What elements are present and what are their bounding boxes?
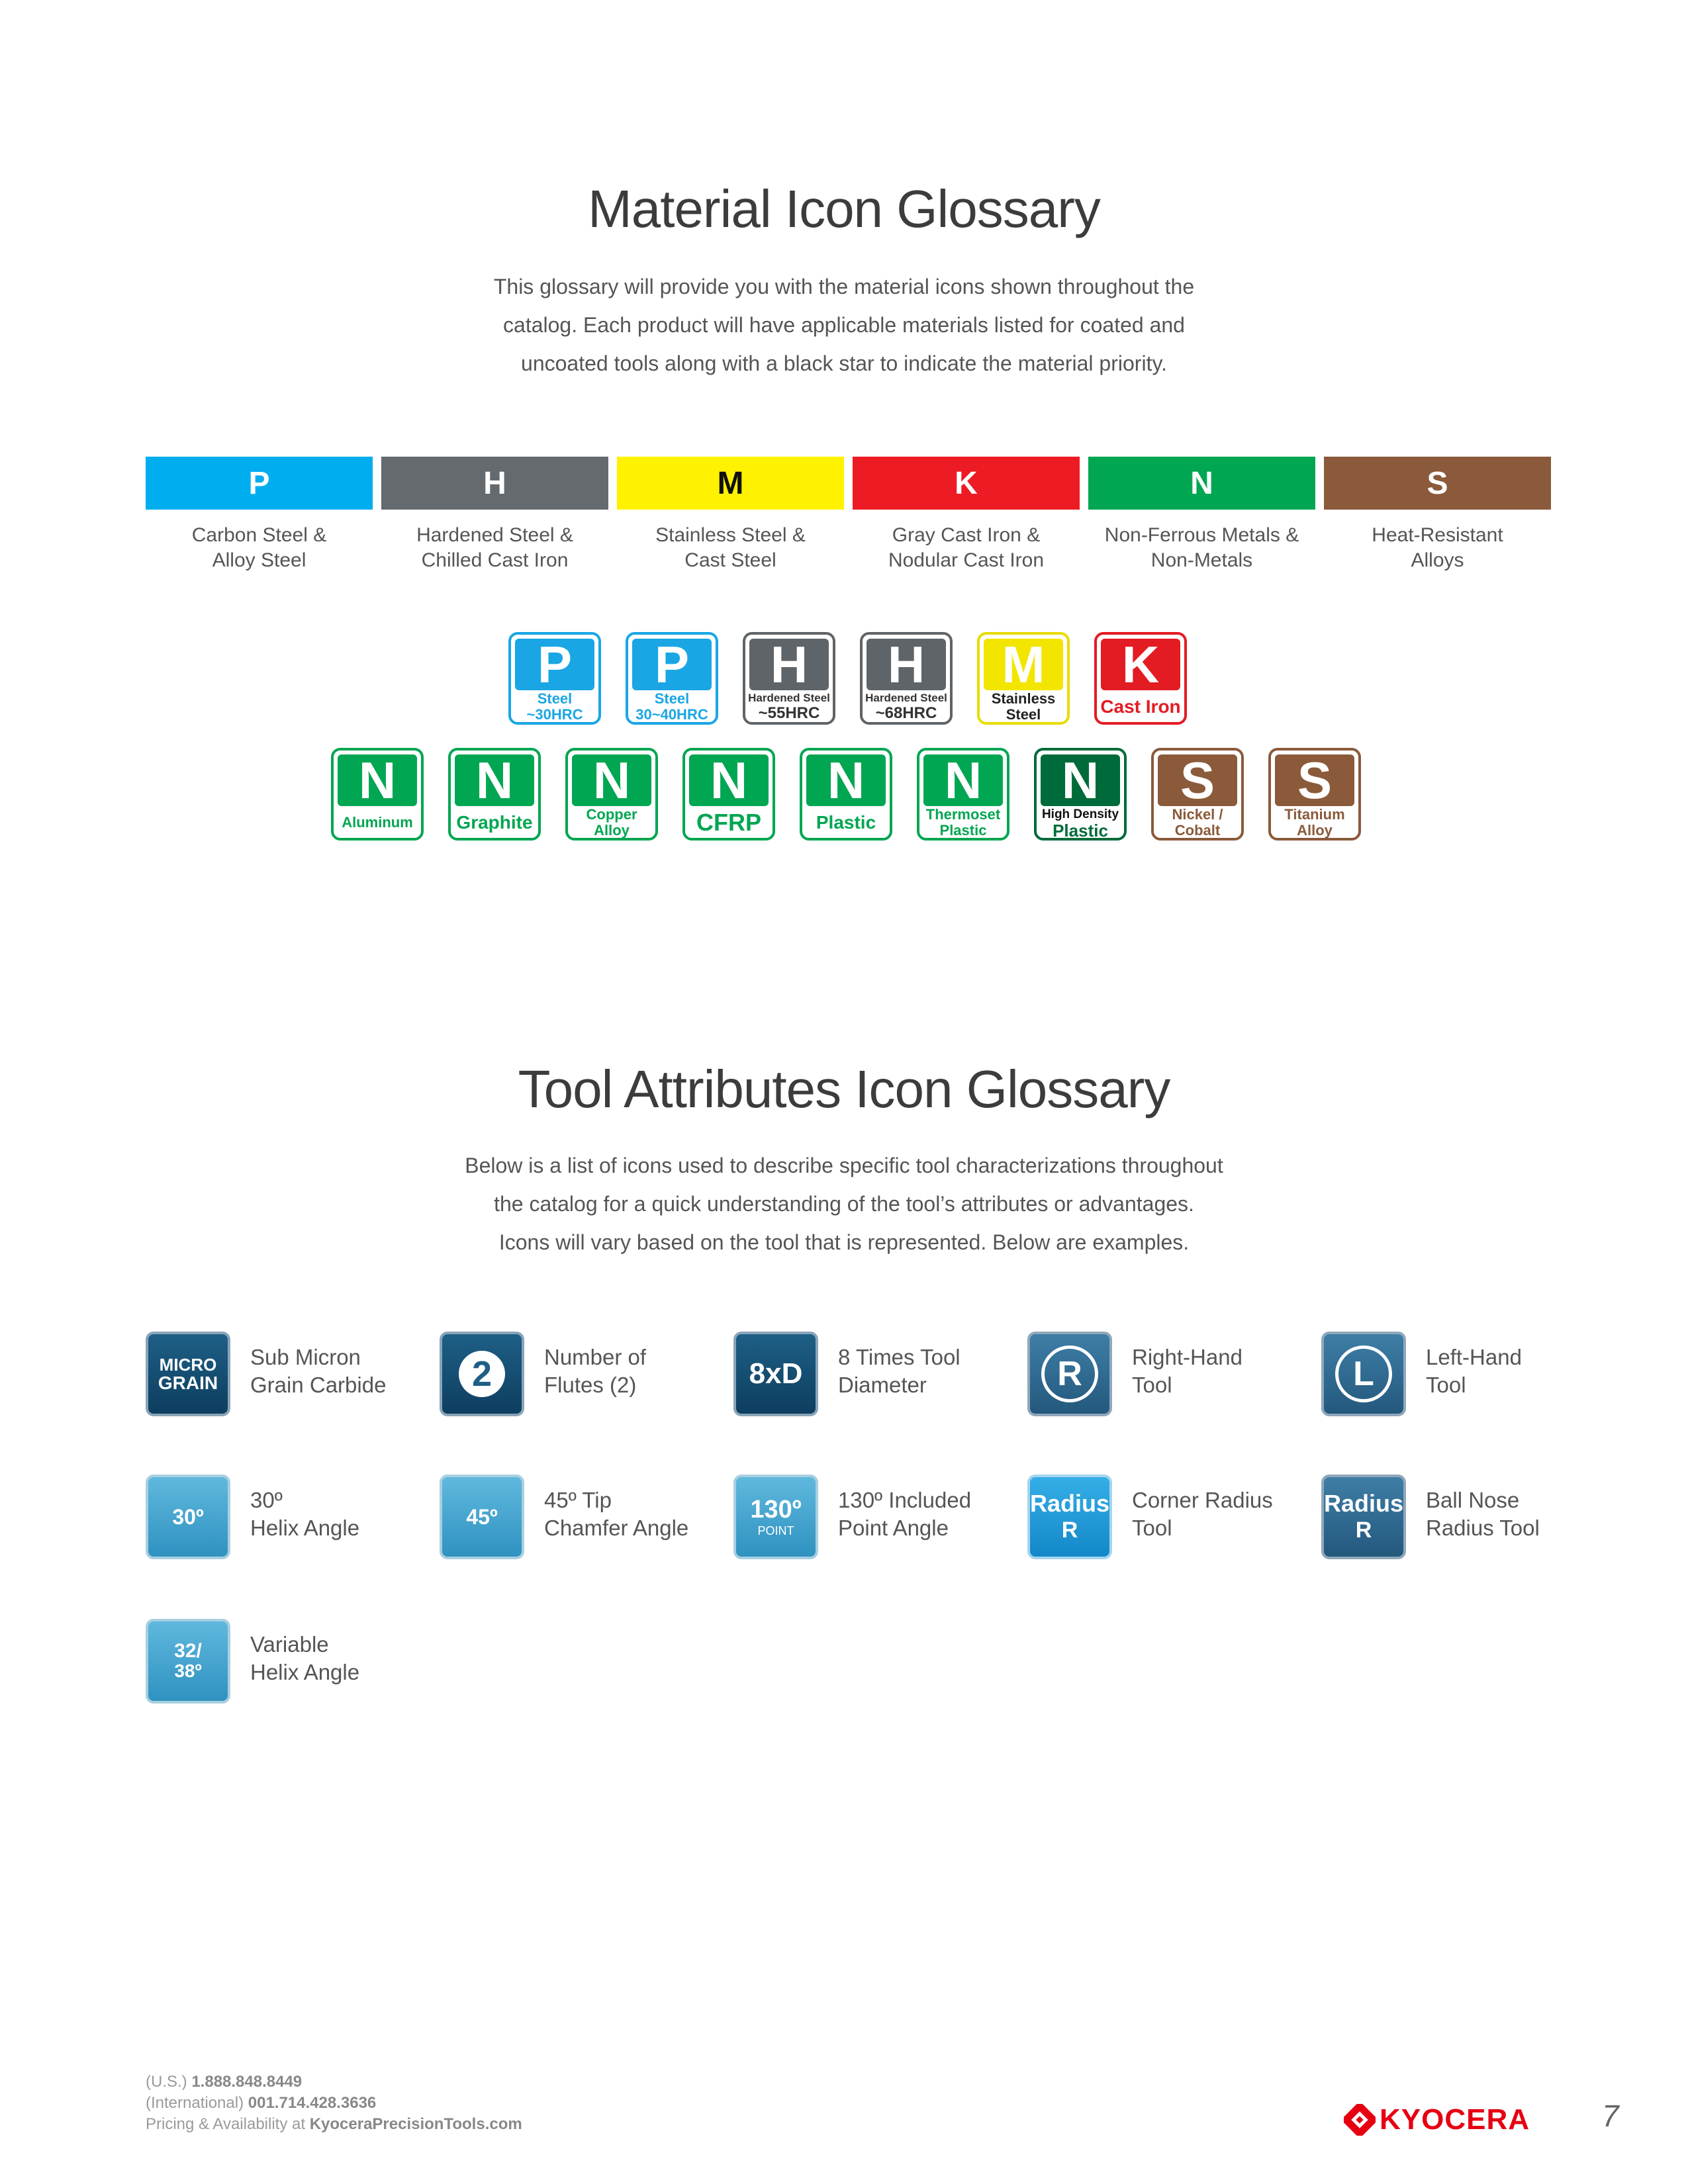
tool-attribute-label (544, 1343, 646, 1399)
material-icon-caption-text (696, 809, 761, 836)
material-icon-n (682, 748, 775, 841)
material-icon-caption-line1: Steel (537, 690, 573, 707)
corner-radius-icon-text-line1: Radius (1029, 1490, 1110, 1517)
right-hand-icon-text (1041, 1345, 1098, 1402)
material-icon-caption-line1: Cast Iron (1100, 696, 1181, 717)
ball-nose-icon-text-line2: R (1355, 1518, 1372, 1543)
material-group-label (1088, 523, 1315, 573)
material-icon-caption (452, 809, 537, 837)
corner-radius-icon (1027, 1475, 1112, 1559)
kyocera-wordmark: KYOCERA (1380, 2103, 1530, 2136)
material-icon-letter: H (867, 639, 946, 690)
material-icon-s (1268, 748, 1361, 841)
tool-attribute-label (1132, 1343, 1243, 1399)
tool-attribute-label-line1: Corner Radius (1132, 1488, 1273, 1512)
material-icon-caption-text (992, 691, 1056, 723)
material-icon-letter: N (455, 754, 534, 806)
kyocera-logo (1344, 2103, 1530, 2136)
tool-attribute-label-line1: Variable (250, 1632, 329, 1657)
material-icon-caption (1155, 806, 1240, 839)
variable-helix-icon-text-line1: 32/ (174, 1640, 202, 1662)
material-icon-caption-text (342, 815, 413, 831)
material-icon-caption-line1: High Density (1041, 807, 1119, 821)
material-group-label-line2: Chilled Cast Iron (421, 549, 569, 571)
material-group-bar-m: M (617, 457, 844, 510)
material-icon-caption (1098, 693, 1183, 721)
flutes-icon-text (459, 1351, 505, 1397)
material-icon-caption-line2: ~30HRC (526, 706, 583, 723)
material-icon-h (860, 632, 953, 725)
material-icon-caption-line2: Alloy (1297, 822, 1333, 839)
tool-attribute-label-line2: Chamfer Angle (544, 1516, 689, 1540)
material-icon-caption-line1: Thermoset (925, 806, 1001, 823)
diameter-icon-text (749, 1357, 803, 1390)
tool-attribute-label (838, 1343, 961, 1399)
page-number: 7 (1602, 2099, 1619, 2133)
tool-attribute-label-line2: Helix Angle (250, 1516, 360, 1540)
material-icon-caption (569, 806, 654, 839)
material-icon-caption-text (748, 692, 830, 722)
right-hand-icon-text-line1: R (1041, 1345, 1098, 1402)
material-icon-caption-text (635, 691, 708, 723)
material-icon-caption-line1: CFRP (696, 809, 761, 836)
chamfer-angle-icon-text-line1: 45º (466, 1504, 498, 1529)
footer-us-phone: (U.S.) 1.888.848.8449 (146, 2073, 303, 2091)
material-icon-letter: N (572, 754, 651, 806)
material-icon-caption-text (926, 807, 1000, 839)
material-icon-caption-line1: Copper (586, 806, 637, 823)
material-icon-n (917, 748, 1009, 841)
material-icon-caption (1038, 807, 1123, 841)
material-icon-caption-line1: Nickel / (1172, 806, 1223, 823)
material-icon-letter: S (1275, 754, 1354, 806)
material-icon-k (1094, 632, 1187, 725)
material-group-bar-k: K (853, 457, 1080, 510)
material-icon-letter: N (806, 754, 886, 806)
tool-attribute-label-line1: Right-Hand (1132, 1345, 1243, 1369)
material-icon-caption-text (586, 807, 637, 839)
ball-nose-icon (1321, 1475, 1406, 1559)
material-icon-h (743, 632, 835, 725)
variable-helix-icon-text-line2: 38º (174, 1661, 202, 1681)
corner-radius-icon-text-line2: R (1061, 1518, 1078, 1543)
material-icon-caption (512, 690, 597, 723)
footer-intl-phone: (International) 001.714.428.3636 (146, 2094, 377, 2112)
tool-attribute-label (1426, 1486, 1540, 1542)
material-icon-p (508, 632, 601, 725)
material-icon-caption (335, 809, 420, 837)
material-icon-caption (981, 690, 1066, 723)
material-group-label-line1: Non-Ferrous Metals & (1104, 524, 1299, 546)
material-group-label-line2: Cast Steel (684, 549, 776, 571)
material-icon-caption-line1: Stainless (991, 690, 1056, 707)
tool-attribute-label-line1: 30º (250, 1488, 283, 1512)
material-icon-caption (864, 693, 949, 721)
tool-attribute-label (1132, 1486, 1273, 1542)
left-hand-icon-text-line1: L (1335, 1345, 1392, 1402)
material-group-label-line2: Nodular Cast Iron (888, 549, 1045, 571)
material-icon-caption-line1: Hardened Steel (748, 692, 830, 704)
material-group-label-line2: Alloys (1411, 549, 1464, 571)
ball-nose-icon-text (1324, 1490, 1403, 1543)
material-icon-letter: N (923, 754, 1003, 806)
micro-grain-icon-text (158, 1355, 218, 1392)
micro-grain-icon (146, 1332, 230, 1416)
material-icon-letter: M (984, 639, 1063, 690)
tool-attribute-label-line1: 45º Tip (544, 1488, 612, 1512)
tool-attribute-label (544, 1486, 688, 1542)
material-icon-caption-line1: Steel (654, 690, 690, 707)
material-icon-caption (1272, 806, 1357, 839)
material-icon-p (626, 632, 718, 725)
material-icon-caption-line1: Titanium (1284, 806, 1345, 823)
tool-attribute-label-line2: Helix Angle (250, 1660, 360, 1684)
tool-attribute-label-line1: Number of (544, 1345, 647, 1369)
material-icon-caption-line2: ~55HRC (758, 704, 820, 722)
diameter-icon (733, 1332, 818, 1416)
material-icon-caption-line2: ~68HRC (875, 704, 937, 722)
material-icon-caption-line2: Plastic (1053, 821, 1108, 841)
material-icon-letter: N (689, 754, 769, 806)
material-icon-n (331, 748, 424, 841)
helix-angle-icon-text (172, 1505, 203, 1529)
material-group-label-line1: Heat-Resistant (1372, 524, 1503, 546)
material-icon-caption-line1: Aluminum (342, 814, 413, 831)
material-icon-caption-text (527, 691, 583, 723)
material-icon-caption-line1: Plastic (816, 812, 876, 833)
material-icon-n (1034, 748, 1127, 841)
material-group-label (146, 523, 373, 573)
point-angle-icon-text (750, 1496, 801, 1538)
helix-angle-icon (146, 1475, 230, 1559)
material-icon-caption (630, 690, 714, 723)
material-icon-m (977, 632, 1070, 725)
tool-attribute-label (250, 1486, 359, 1542)
material-icon-letter: P (515, 639, 594, 690)
material-icon-caption-text (1172, 807, 1223, 839)
micro-grain-icon-text-line1: MICRO (159, 1355, 217, 1375)
variable-helix-icon (146, 1619, 230, 1704)
material-group-bar-p: P (146, 457, 373, 510)
material-icon-letter: K (1101, 639, 1180, 690)
footer-website: Pricing & Availability at KyoceraPrecisionTools.com (146, 2115, 522, 2133)
material-glossary-title: Material Icon Glossary (588, 179, 1100, 238)
tool-attribute-label-line2: Tool (1426, 1373, 1466, 1397)
tool-attribute-label-line2: Diameter (838, 1373, 927, 1397)
chamfer-angle-icon (440, 1475, 524, 1559)
material-icon-caption-line2: 30~40HRC (635, 706, 708, 723)
tool-attribute-label-line1: 8 Times Tool (838, 1345, 961, 1369)
helix-angle-icon-text-line1: 30º (172, 1504, 204, 1529)
tool-attribute-label-line1: Left-Hand (1426, 1345, 1522, 1369)
material-icon-caption-text (1100, 696, 1181, 717)
material-icon-n (448, 748, 541, 841)
variable-helix-icon-text (174, 1641, 202, 1681)
material-icon-letter: S (1158, 754, 1237, 806)
material-group-bar-s: S (1324, 457, 1551, 510)
material-icon-caption (686, 809, 771, 837)
material-icon-caption (921, 806, 1006, 839)
tool-attribute-label-line2: Point Angle (838, 1516, 949, 1540)
tool-attribute-label-line2: Grain Carbide (250, 1373, 387, 1397)
material-icon-caption-text (1284, 807, 1344, 839)
chamfer-angle-icon-text (466, 1505, 497, 1529)
material-icon-caption-line2: Alloy (594, 822, 630, 839)
left-hand-icon (1321, 1332, 1406, 1416)
material-group-label-line1: Hardened Steel & (416, 524, 573, 546)
tool-attribute-label-line1: 130º Included (838, 1488, 972, 1512)
ball-nose-icon-text-line1: Radius (1323, 1490, 1404, 1517)
material-icon-caption-line1: Hardened Steel (865, 692, 947, 704)
material-icon-caption-text (816, 812, 876, 833)
material-icon-letter: P (632, 639, 712, 690)
tool-attribute-label-line2: Radius Tool (1426, 1516, 1540, 1540)
material-group-label (1324, 523, 1551, 573)
material-group-bar-h: H (381, 457, 608, 510)
tool-attribute-label-line2: Tool (1132, 1516, 1172, 1540)
material-icon-caption-line2: Cobalt (1174, 822, 1221, 839)
material-icon-caption-line1: Graphite (456, 812, 533, 833)
tool-attribute-label (838, 1486, 971, 1542)
material-icon-n (565, 748, 658, 841)
material-icon-caption-text (1042, 807, 1119, 839)
tool-attribute-label (250, 1631, 359, 1686)
diameter-icon-text-line1: 8xD (749, 1357, 803, 1390)
website-link[interactable]: KyoceraPrecisionTools.com (309, 2115, 522, 2133)
tool-glossary-intro: Below is a list of icons used to describe specific tool characterizations throughout the catalog for a quick understanding of the tool’s attributes or advantages. Icons will vary based on the tool that is represented. Below are examples. (465, 1154, 1223, 1254)
material-group-label (853, 523, 1080, 573)
material-group-label (617, 523, 844, 573)
material-icon-caption-text (865, 692, 947, 722)
material-group-label-line1: Stainless Steel & (655, 524, 806, 546)
material-group-label-line2: Alloy Steel (212, 549, 306, 571)
material-group-bar-n: N (1088, 457, 1315, 510)
material-group-label-line1: Gray Cast Iron & (892, 524, 1041, 546)
material-icon-caption (804, 809, 888, 837)
material-icon-n (800, 748, 892, 841)
micro-grain-icon-text-line2: GRAIN (158, 1373, 218, 1393)
material-icon-letter: H (749, 639, 829, 690)
flutes-icon-text-line1: 2 (459, 1351, 505, 1397)
flutes-icon (440, 1332, 524, 1416)
material-icon-letter: N (1041, 754, 1120, 806)
kyocera-logo-icon (1344, 2104, 1376, 2136)
tool-attribute-label (1426, 1343, 1522, 1399)
tool-attribute-label-line1: Sub Micron (250, 1345, 361, 1369)
tool-attribute-label-line2: Flutes (2) (544, 1373, 637, 1397)
right-hand-icon (1027, 1332, 1112, 1416)
material-icon-s (1151, 748, 1244, 841)
tool-attribute-label (250, 1343, 386, 1399)
material-icon-caption (747, 693, 831, 721)
point-angle-icon-text-line2: POINT (757, 1524, 794, 1537)
left-hand-icon-text (1335, 1345, 1392, 1402)
material-group-label (381, 523, 608, 573)
material-icon-letter: N (338, 754, 417, 806)
material-group-label-line1: Carbon Steel & (191, 524, 327, 546)
material-glossary-intro: This glossary will provide you with the material icons shown throughout the catalog. Each product will have applicable materials listed for coated and uncoated tools along with a black star to indicate the material priority. (493, 275, 1195, 375)
tool-attribute-label-line1: Ball Nose (1426, 1488, 1520, 1512)
corner-radius-icon-text (1030, 1490, 1109, 1543)
material-icon-caption-line2: Plastic (939, 822, 987, 839)
tool-glossary-title: Tool Attributes Icon Glossary (518, 1060, 1170, 1118)
tool-attribute-label-line2: Tool (1132, 1373, 1172, 1397)
material-icon-caption-text (456, 812, 533, 833)
point-angle-icon-text-line1: 130º (750, 1496, 802, 1524)
material-icon-caption-line2: Steel (1006, 706, 1041, 723)
material-group-label-line2: Non-Metals (1150, 549, 1253, 571)
point-angle-icon (733, 1475, 818, 1559)
